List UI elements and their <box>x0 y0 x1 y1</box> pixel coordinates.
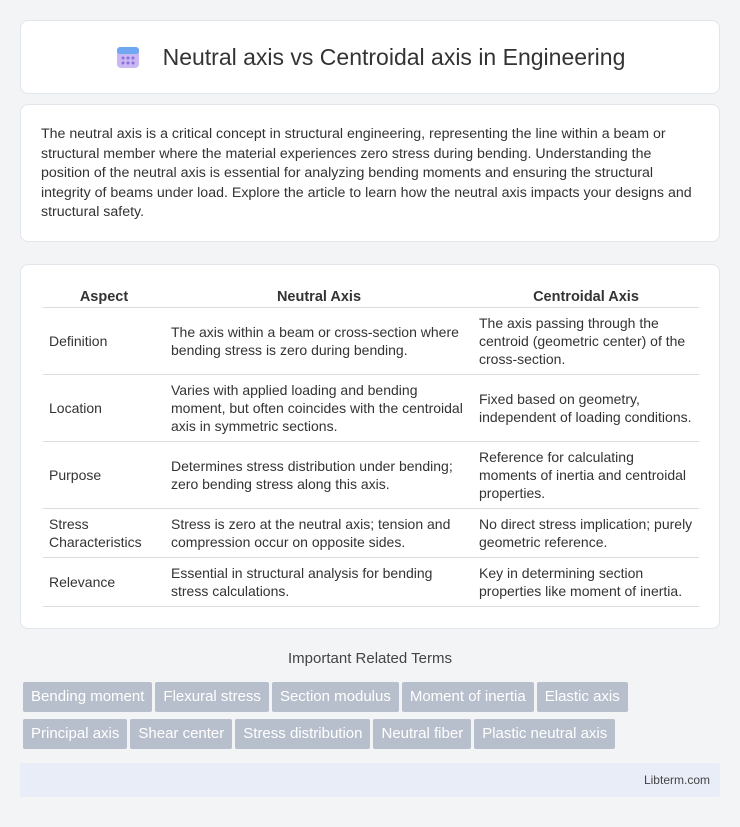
cell-centroidal: The axis passing through the centroid (geometric center) of the cross-section. <box>473 308 699 375</box>
tag-flexural-stress[interactable]: Flexural stress <box>155 682 269 712</box>
calendar-icon <box>115 44 141 70</box>
footer-brand-link[interactable]: Libterm.com <box>643 773 710 787</box>
cell-neutral: The axis within a beam or cross-section where bending stress is zero during bending. <box>165 308 473 375</box>
cell-centroidal: Fixed based on geometry, independent of loading conditions. <box>473 375 699 442</box>
cell-centroidal: Reference for calculating moments of inertia and centroidal properties. <box>473 442 699 509</box>
cell-aspect: Location <box>43 375 165 442</box>
title-card <box>20 20 720 94</box>
tag-stress-distribution[interactable]: Stress distribution <box>235 719 370 749</box>
related-terms-title: Important Related Terms <box>288 650 452 667</box>
intro-text: The neutral axis is a critical concept in structural engineering, representing the line within a beam or structural member where the material experiences zero stress during bending. Understanding the position of the neutral axis is essential for analyzing bending moments and ensuring the structural integrity of beams under load. Explore the article to learn how the neutral axis impacts your designs and structural safety. <box>41 126 692 220</box>
table-row <box>43 558 699 607</box>
cell-aspect: Stress Characteristics <box>43 509 165 558</box>
cell-neutral: Varies with applied loading and bending moment, but often coincides with the centroidal axis in symmetric sections. <box>165 375 473 442</box>
page-title: Neutral axis vs Centroidal axis in Engineering <box>162 43 626 70</box>
cell-centroidal: No direct stress implication; purely geometric reference. <box>473 509 699 558</box>
tag-section-modulus[interactable]: Section modulus <box>272 682 399 712</box>
table-row <box>43 308 699 375</box>
table-row <box>43 509 699 558</box>
cell-aspect: Definition <box>43 308 165 375</box>
cell-aspect: Relevance <box>43 558 165 607</box>
tag-bending-moment[interactable]: Bending moment <box>23 682 152 712</box>
table-row <box>43 375 699 442</box>
tag-shear-center[interactable]: Shear center <box>130 719 232 749</box>
cell-neutral: Stress is zero at the neutral axis; tension and compression occur on opposite sides. <box>165 509 473 558</box>
tag-plastic-neutral-axis[interactable]: Plastic neutral axis <box>474 719 615 749</box>
tag-principal-axis[interactable]: Principal axis <box>23 719 127 749</box>
tag-moment-of-inertia[interactable]: Moment of inertia <box>402 682 534 712</box>
table-header-row <box>43 287 699 308</box>
header-neutral-axis: Neutral Axis <box>165 287 473 308</box>
intro-card <box>20 104 720 242</box>
header-centroidal-axis: Centroidal Axis <box>473 287 699 308</box>
tag-neutral-fiber[interactable]: Neutral fiber <box>373 719 471 749</box>
cell-neutral: Determines stress distribution under bending; zero bending stress along this axis. <box>165 442 473 509</box>
footer <box>20 763 720 797</box>
related-terms-list <box>23 682 723 756</box>
header-aspect: Aspect <box>43 287 165 308</box>
comparison-card <box>20 264 720 629</box>
cell-centroidal: Key in determining section properties like moment of inertia. <box>473 558 699 607</box>
table-row <box>43 442 699 509</box>
cell-aspect: Purpose <box>43 442 165 509</box>
comparison-table <box>43 287 699 607</box>
cell-neutral: Essential in structural analysis for bending stress calculations. <box>165 558 473 607</box>
tag-elastic-axis[interactable]: Elastic axis <box>537 682 628 712</box>
